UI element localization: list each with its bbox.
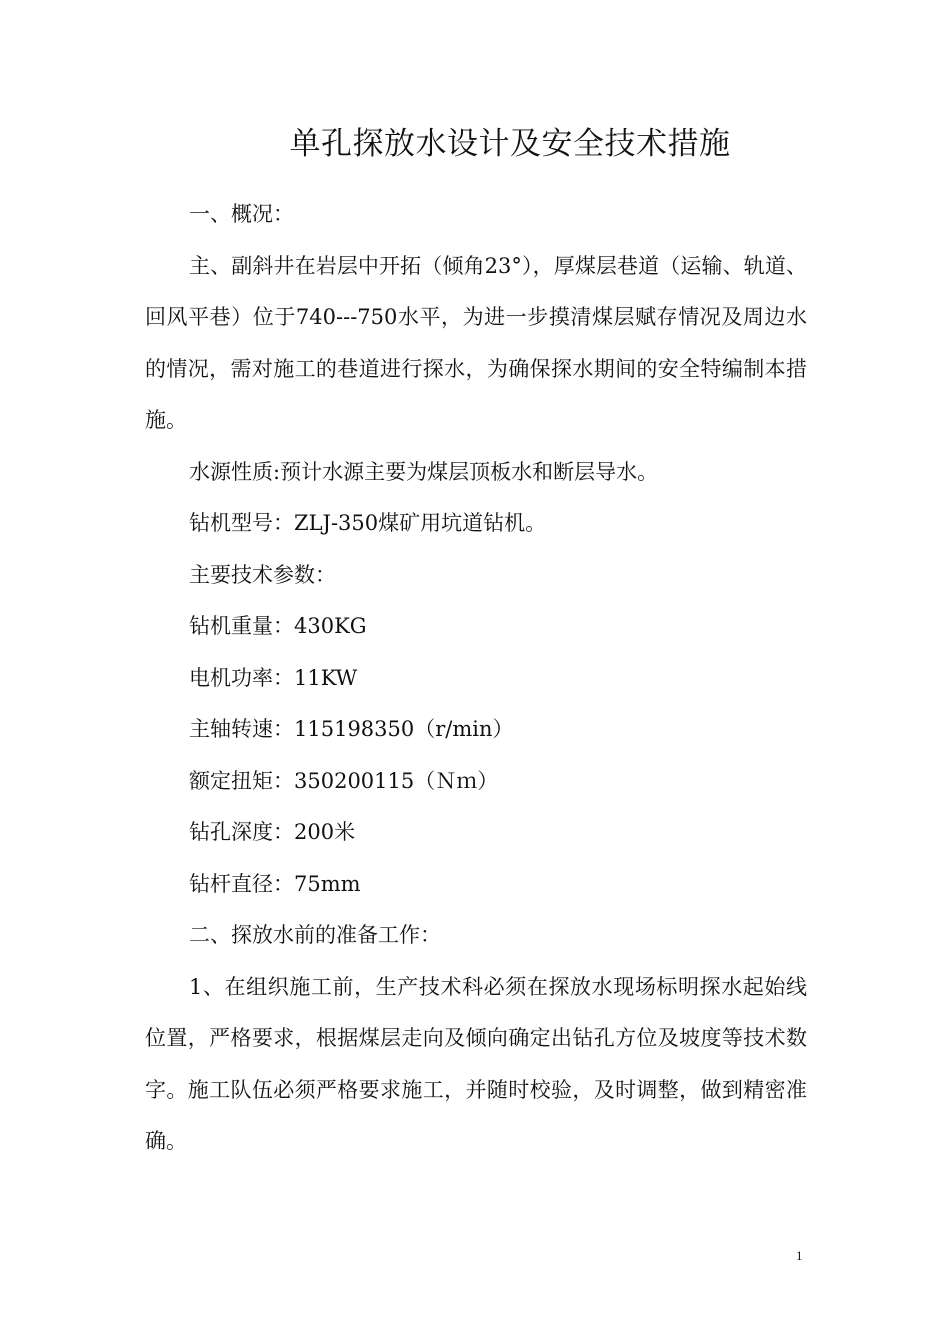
param-drill-weight: 钻机重量：430KG xyxy=(189,614,367,638)
param-rod-diameter: 钻杆直径：75mm xyxy=(189,871,361,896)
water-source-paragraph: 水源性质:预计水源主要为煤层顶板水和断层导水。 xyxy=(189,459,659,484)
technical-parameters-heading: 主要技术参数： xyxy=(189,562,336,587)
param-drill-depth: 钻孔深度：200米 xyxy=(189,820,356,844)
document-title: 单孔探放水设计及安全技术措施 xyxy=(289,126,731,162)
param-spindle-speed: 主轴转速：115198350（r/min） xyxy=(189,717,514,741)
section-heading-overview: 一、概况： xyxy=(189,202,294,226)
preparation-paragraph-1: 1、在组织施工前，生产技术科必须在探放水现场标明探水起始线位置，严格要求，根据煤层走向及倾向确定出钻孔方位及坡度等技术数字。施工队伍必须严格要求施工，并随时校验，及时调整，做到精密准确。 xyxy=(145,974,807,1153)
page-number: 1 xyxy=(796,1248,803,1263)
drill-model-paragraph: 钻机型号：ZLJ-350煤矿用坑道钻机。 xyxy=(189,511,547,535)
param-rated-torque: 额定扭矩：350200115（Ｎｍ） xyxy=(189,768,499,793)
param-motor-power: 电机功率：11KW xyxy=(189,665,358,690)
section-heading-preparation: 二、探放水前的准备工作： xyxy=(189,923,441,947)
document-body xyxy=(145,189,807,1168)
overview-paragraph: 主、副斜井在岩层中开拓（倾角23°），厚煤层巷道（运输、轨道、回风平巷）位于740---750水平，为进一步摸清煤层赋存情况及周边水的情况，需对施工的巷道进行探水，为确保探水期间的安全特编制本措施。 xyxy=(145,253,807,432)
